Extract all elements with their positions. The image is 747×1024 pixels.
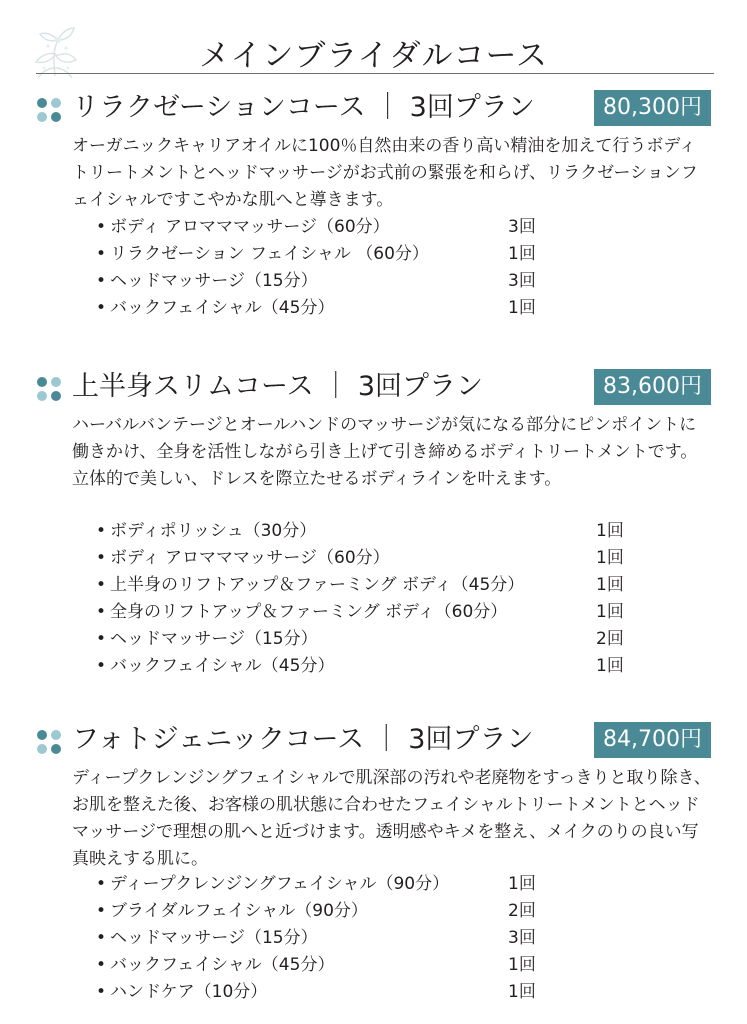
price-badge: 80,300円 <box>594 90 711 126</box>
bullet: • <box>96 656 107 676</box>
item-name: リラクゼーション フェイシャル （60分） <box>110 244 429 264</box>
bullet: • <box>96 901 107 921</box>
item-name: ヘッドマッサージ（15分） <box>110 271 318 291</box>
bullet: • <box>96 575 107 595</box>
price-badge: 83,600円 <box>594 369 711 405</box>
bullet: • <box>96 602 107 622</box>
course-name: 上半身スリムコース ｜ 3回プラン <box>72 371 483 402</box>
item-name: 全身のリフトアップ＆ファーミング ボディ（60分） <box>110 602 508 622</box>
course-description: ディープクレンジングフェイシャルで肌深部の汚れや老廃物をすっきりと取り除き、お肌を整えた後、お客様の肌状態に合わせたフェイシャルトリートメントとヘッドマッサージで理想の肌へと近づけます。透明感やキメを整え、メイクのりの良い写真映えする肌に。 <box>72 768 711 869</box>
item-name: 上半身のリフトアップ＆ファーミング ボディ（45分） <box>110 575 525 595</box>
price-badge: 84,700円 <box>594 722 711 758</box>
item-name: ボディ アロマママッサージ（60分） <box>110 217 390 237</box>
item-count: 1回 <box>596 656 624 676</box>
item-count: 1回 <box>596 602 624 622</box>
title-divider <box>36 73 714 74</box>
item-count: 1回 <box>508 874 536 894</box>
bullet: • <box>96 548 107 568</box>
item-count: 1回 <box>508 244 536 264</box>
bullet: • <box>96 982 107 1002</box>
item-count: 3回 <box>508 928 536 948</box>
item-count: 1回 <box>508 955 536 975</box>
course-name: フォトジェニックコース ｜ 3回プラン <box>72 724 534 755</box>
item-name: ブライダルフェイシャル（90分） <box>110 901 368 921</box>
bullet: • <box>96 298 107 318</box>
four-dots-icon <box>36 97 62 123</box>
bullet: • <box>96 521 107 541</box>
bullet: • <box>96 217 107 237</box>
bullet: • <box>96 874 107 894</box>
course-header <box>0 367 747 407</box>
four-dots-icon <box>36 729 62 755</box>
bullet: • <box>96 928 107 948</box>
item-count: 1回 <box>596 548 624 568</box>
course-description: ハーバルバンテージとオールハンドのマッサージが気になる部分にピンポイントに働きかけ、全身を活性しながら引き上げて引き締めるボディトリートメントです。立体的で美しい、ドレスを際立たせるボディラインを叶えます。 <box>72 415 698 489</box>
item-name: ハンドケア（10分） <box>110 982 268 1002</box>
item-name: ボディ アロマママッサージ（60分） <box>110 548 390 568</box>
item-count: 1回 <box>596 575 624 595</box>
four-dots-icon <box>36 376 62 402</box>
item-name: ヘッドマッサージ（15分） <box>110 928 318 948</box>
bullet: • <box>96 271 107 291</box>
item-count: 1回 <box>508 298 536 318</box>
item-count: 2回 <box>596 629 624 649</box>
bullet: • <box>96 244 107 264</box>
course-header <box>0 720 747 760</box>
page-title: メインブライダルコース <box>199 38 548 74</box>
item-name: ディープクレンジングフェイシャル（90分） <box>110 874 450 894</box>
item-name: バックフェイシャル（45分） <box>110 298 335 318</box>
item-count: 3回 <box>508 217 536 237</box>
course-description: オーガニックキャリアオイルに100％自然由来の香り高い精油を加えて行うボディトリートメントとヘッドマッサージがお式前の緊張を和らげ、リラクゼーションフェイシャルですこやかな肌へと導きます。 <box>72 136 698 210</box>
item-name: バックフェイシャル（45分） <box>110 656 335 676</box>
bullet: • <box>96 955 107 975</box>
item-count: 3回 <box>508 271 536 291</box>
course-header <box>0 88 747 128</box>
item-name: バックフェイシャル（45分） <box>110 955 335 975</box>
item-count: 2回 <box>508 901 536 921</box>
item-name: ヘッドマッサージ（15分） <box>110 629 318 649</box>
item-count: 1回 <box>596 521 624 541</box>
bullet: • <box>96 629 107 649</box>
item-count: 1回 <box>508 982 536 1002</box>
item-name: ボディポリッシュ（30分） <box>110 521 317 541</box>
course-name: リラクゼーションコース ｜ 3回プラン <box>72 92 535 123</box>
